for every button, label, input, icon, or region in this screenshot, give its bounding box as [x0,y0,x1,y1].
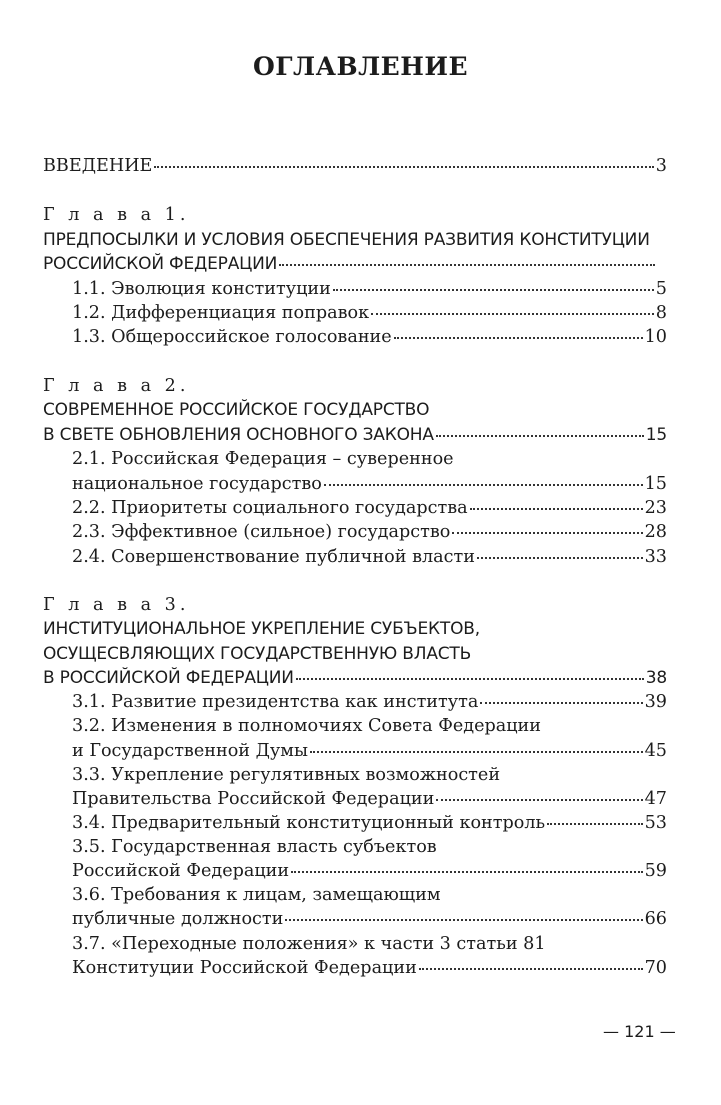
entry-text: Российской Федерации [72,861,290,881]
dot-leader [296,678,644,680]
chapter-3-label: Г л а в а 3. [43,595,190,615]
dot-leader [436,435,644,437]
toc-entry-3-6-line-2 [72,907,667,931]
dot-leader [547,823,642,825]
dot-leader [452,532,642,534]
dot-leader [154,166,653,168]
toc-entry-3-1 [72,690,667,714]
entry-text: ВВЕДЕНИЕ [43,156,153,176]
chapter-1-title-line-1: ПРЕДПОСЫЛКИ И УСЛОВИЯ ОБЕСПЕЧЕНИЯ РАЗВИТИЯ КОНСТИТУЦИИ [43,230,650,250]
dot-leader [419,968,643,970]
toc-entry-3-5-line-2 [72,859,667,883]
page-number: 5 [655,279,667,299]
dot-leader [436,799,642,801]
toc-entry-3-6-line-1: 3.6. Требования к лицам, замещающим [72,885,441,905]
toc-entry-3-7-line-2 [72,956,667,980]
page-number: 45 [644,741,667,761]
toc-entry-3-4 [72,811,667,835]
entry-text: 2.3. Эффективное (сильное) государство [72,522,451,542]
page-number: 59 [644,861,667,881]
toc-entry-3-7-line-1: 3.7. «Переходные положения» к части 3 статьи 81 [72,934,546,954]
toc-entry-3-5-line-1: 3.5. Государственная власть субъектов [72,837,437,857]
page-number: 23 [644,498,667,518]
page-number: 47 [644,789,667,809]
entry-text: 1.1. Эволюция конституции [72,279,331,299]
page-number: 53 [644,813,667,833]
dot-leader [291,871,642,873]
page-number: 33 [644,547,667,567]
entry-text: 3.1. Развитие президентства как института [72,692,479,712]
entry-text: 2.4. Совершенствование публичной власти [72,547,475,567]
entry-text: 1.3. Общероссийское голосование [72,327,392,347]
entry-text: В РОССИЙСКОЙ ФЕДЕРАЦИИ [43,668,294,688]
entry-text: публичные должности [72,909,284,929]
toc-entry-3-2-line-2 [72,739,667,763]
dot-leader [285,919,642,921]
toc-entry-2-2 [72,496,667,520]
chapter-3-title-line-1: ИНСТИТУЦИОНАЛЬНОЕ УКРЕПЛЕНИЕ СУБЪЕКТОВ, [43,619,480,639]
chapter-1-label: Г л а в а 1. [43,205,190,225]
entry-text: Правительства Российской Федерации [72,789,435,809]
chapter-2-title-line-2 [43,423,667,447]
entry-text: 2.2. Приоритеты социального государства [72,498,468,518]
page-folio: — 121 — [603,1022,676,1041]
toc-entry-2-1-line-2 [72,472,667,496]
entry-text: В СВЕТЕ ОБНОВЛЕНИЯ ОСНОВНОГО ЗАКОНА [43,425,434,445]
page-number: 39 [644,692,667,712]
toc-entry-2-3 [72,520,667,544]
entry-text: 1.2. Дифференциация поправок [72,303,370,323]
toc-entry-introduction [43,154,667,178]
dot-leader [480,702,642,704]
toc-entry-3-2-line-1: 3.2. Изменения в полномочиях Совета Федерации [72,716,542,736]
dot-leader [310,751,643,753]
toc-entry-3-3-line-1: 3.3. Укрепление регулятивных возможностей [72,765,501,785]
chapter-1-title-line-2 [43,252,667,276]
dot-leader [371,313,654,315]
page-number: 28 [644,522,667,542]
dot-leader [477,557,643,559]
page-number: 38 [645,668,667,688]
dot-leader [333,289,654,291]
chapter-3-title-line-3 [43,666,667,690]
dot-leader [470,508,643,510]
chapter-3-title-line-2: ОСУЩЕСВЛЯЮЩИХ ГОСУДАРСТВЕННУЮ ВЛАСТЬ [43,644,472,664]
page-number: 70 [644,958,667,978]
page-number: 15 [645,425,667,445]
page-number: 15 [644,474,667,494]
toc-entry-1-3 [72,325,667,349]
entry-text: Конституции Российской Федерации [72,958,417,978]
toc-title: ОГЛАВЛЕНИЕ [252,52,469,81]
dot-leader [394,337,643,339]
page-number: 8 [655,303,667,323]
dot-leader [279,264,655,266]
toc-entry-1-2 [72,301,667,325]
entry-text: РОССИЙСКОЙ ФЕДЕРАЦИИ [43,254,278,274]
chapter-2-label: Г л а в а 2. [43,376,190,396]
page-number: 10 [644,327,667,347]
entry-text: 3.4. Предварительный конституционный контроль [72,813,546,833]
toc-entry-2-4 [72,545,667,569]
dot-leader [324,484,643,486]
entry-text: национальное государство [72,474,322,494]
toc-entry-1-1 [72,277,667,301]
chapter-2-title-line-1: СОВРЕМЕННОЕ РОССИЙСКОЕ ГОСУДАРСТВО [43,400,430,420]
page-number: 66 [644,909,667,929]
page-number: 3 [655,156,667,176]
entry-text: и Государственной Думы [72,741,308,761]
toc-entry-2-1-line-1: 2.1. Российская Федерация – суверенное [72,449,454,469]
toc-entry-3-3-line-2 [72,787,667,811]
